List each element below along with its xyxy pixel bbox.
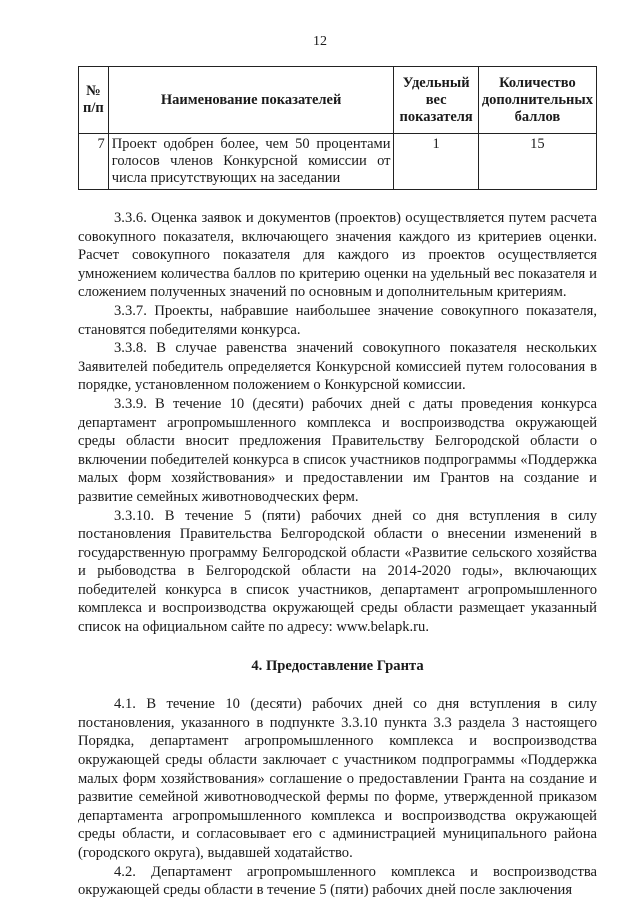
- table-header-row: [79, 67, 597, 134]
- header-additional-points: Количество дополнительных баллов: [478, 67, 596, 134]
- paragraph-3-3-10: 3.3.10. В течение 5 (пяти) рабочих дней со дня вступления в силу постановления Правительства Белгородской области о внесении изменений в государственную программу Белгородской области «Развитие сельского хозяйства и рыбоводства в Белгородской области на 2014-2020 годы», включающих победителей конкурса в список участников, департамент агропромышленного комплекса и воспроизводства окружающей среды области размещает указанный список на официальном сайте по адресу: www.belapk.ru.: [78, 507, 597, 636]
- section-title: 4. Предоставление Гранта: [251, 657, 424, 674]
- row-additional-points: 15: [478, 134, 596, 190]
- paragraph-3-3-8: 3.3.8. В случае равенства значений совокупного показателя нескольких Заявителей победитель определяется Конкурсной комиссией путем голосования в порядке, установленном положением о Конкурсной комиссии.: [78, 340, 597, 394]
- header-number: № п/п: [79, 67, 109, 134]
- document-body: [78, 209, 597, 900]
- page-number: 12: [313, 34, 327, 49]
- table-row: [79, 134, 597, 190]
- row-specific-weight: 1: [394, 134, 478, 190]
- header-specific-weight: Удельный вес показателя: [394, 67, 478, 134]
- paragraph-3-3-9: 3.3.9. В течение 10 (десяти) рабочих дней с даты проведения конкурса департамент агропромышленного комплекса и воспроизводства окружающей среды области вносит предложения Правительству Белгородской области о включении победителей конкурса в список участников подпрограммы «Поддержка малых форм хозяйствования» и предоставлении им Грантов на создание и развитие семейных животноводческих ферм.: [78, 395, 597, 505]
- paragraph-4-1: 4.1. В течение 10 (десяти) рабочих дней со дня вступления в силу постановления, указанного в подпункте 3.3.10 пункта 3.3 раздела 3 настоящего Порядка, департамент агропромышленного комплекса и воспроизводства окружающей среды области заключает с участником подпрограммы «Поддержка малых форм хозяйствования» соглашение о предоставлении Гранта на создание и развитие семейной животноводческой фермы по форме, утвержденной приказом департамента агропромышленного комплекса и воспроизводства окружающей среды области, и согласовывает его с администрацией муниципального района (городского округа), выдавшей ходатайство.: [78, 696, 597, 861]
- header-indicator-name: Наименование показателей: [108, 67, 394, 134]
- paragraph-3-3-6: 3.3.6. Оценка заявок и документов (проектов) осуществляется путем расчета совокупного показателя, включающего значения каждого из критериев оценки. Расчет совокупного показателя для каждого из проектов осуществляется умножением количества баллов по критерию оценки на удельный вес показателя и сложением полученных значений по основным и дополнительным критериям.: [78, 210, 597, 301]
- row-indicator-name: Проект одобрен более, чем 50 процентами голосов членов Конкурсной комиссии от числа присутствующих на заседании: [108, 134, 394, 190]
- row-number: 7: [79, 134, 109, 190]
- paragraph-3-3-7: 3.3.7. Проекты, набравшие наибольшее значение совокупного показателя, становятся победителями конкурса.: [78, 302, 597, 338]
- paragraph-4-2: 4.2. Департамент агропромышленного комплекса и воспроизводства окружающей среды области в течение 5 (пяти) рабочих дней после заключения: [78, 863, 597, 899]
- indicators-table: [78, 66, 597, 190]
